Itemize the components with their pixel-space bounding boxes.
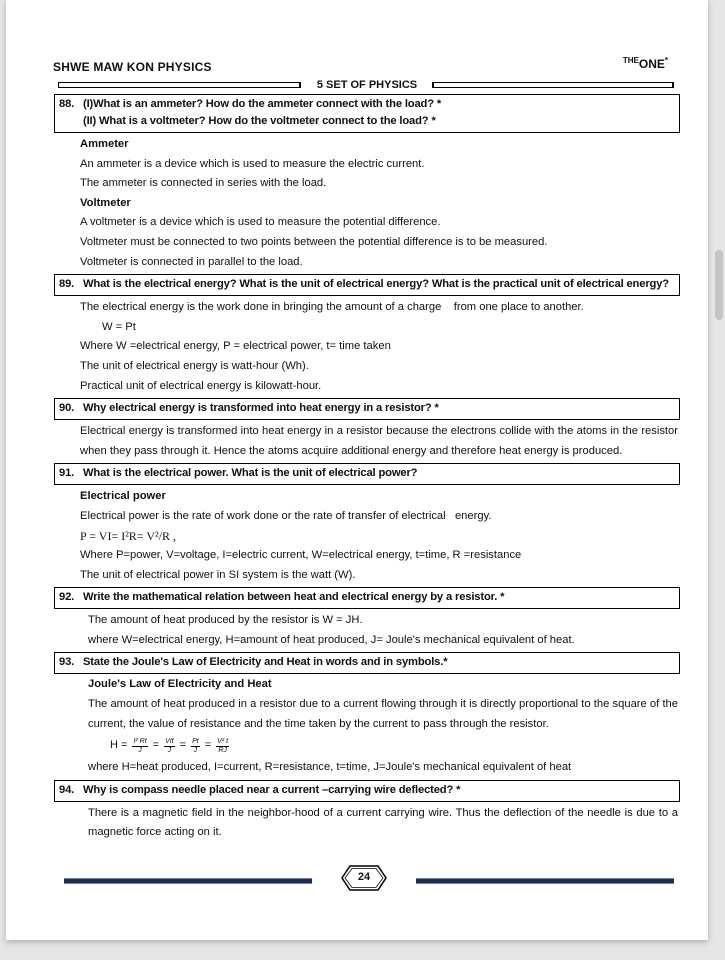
answer-line: A voltmeter is a device which is used to measure the potential difference. — [80, 216, 441, 229]
answer-paragraph: The amount of heat produced in a resistor due to a current flowing through it is directly proportional to the square of the current, the value of resistance and the time taken by the current to pass through the resistor. — [88, 698, 678, 730]
content — [54, 94, 680, 845]
question-number: 92. — [59, 591, 75, 604]
answer-91 — [54, 485, 680, 587]
question-number: 89. — [59, 278, 75, 291]
answer-line: The unit of electrical power in SI system is the watt (W). — [80, 568, 356, 581]
answer-heading: Electrical power — [80, 490, 166, 503]
equals-sign: = — [179, 739, 187, 752]
brand-main: ONE — [638, 57, 665, 71]
question-text: Why is compass needle placed near a current –carrying wire deflected? * — [83, 783, 461, 796]
answer-heading: Ammeter — [80, 138, 129, 150]
equals-sign: = — [204, 739, 212, 752]
question-box-94 — [54, 780, 680, 802]
question-text: Why electrical energy is transformed into heat energy in a resistor? * — [83, 402, 439, 415]
question-text: Write the mathematical relation between heat and electrical energy by a resistor. * — [83, 591, 505, 604]
answer-line: Voltmeter must be connected to two points between the potential difference is to be measured. — [80, 235, 548, 248]
page-number: 24 — [357, 871, 371, 883]
joule-formula — [88, 734, 678, 758]
denominator: J — [138, 746, 142, 754]
question-number: 88. — [59, 98, 75, 110]
denominator: J — [167, 746, 172, 754]
answer-line: Voltmeter is connected in parallel to the load. — [80, 255, 303, 268]
fraction — [132, 738, 147, 755]
answer-heading: Voltmeter — [80, 196, 131, 209]
question-number: 93. — [59, 656, 75, 669]
answer-line: The electrical energy is the work done in bringing the amount of a charge from one place to another. — [80, 301, 584, 314]
question-text: (I)What is an ammeter? How do the ammeter connect with the load? * — [83, 98, 442, 110]
numerator: Pt — [192, 737, 199, 745]
formula-line: P = VI= I²R= V²/R , — [80, 528, 176, 543]
answer-93 — [54, 674, 680, 779]
question-box-93 — [54, 652, 680, 674]
answer-88 — [54, 133, 680, 274]
denominator: RJ — [218, 746, 227, 754]
answer-92 — [54, 609, 680, 652]
set-divider-left — [58, 82, 301, 88]
answer-89 — [54, 296, 680, 398]
question-number: 94. — [59, 783, 75, 796]
answer-line: where H=heat produced, I=current, R=resistance, t=time, J=Joule's mechanical equivalent of heat — [88, 761, 572, 774]
header-title: SHWE MAW KON PHYSICS — [53, 60, 212, 74]
formula-lhs: H = — [110, 739, 128, 752]
numerator: I² Rt — [133, 737, 147, 745]
question-number: 91. — [59, 467, 75, 480]
question-text: (II) What is a voltmeter? How do the voltmeter connect to the load? * — [83, 115, 436, 127]
answer-line: The amount of heat produced by the resistor is W = JH. — [88, 614, 363, 627]
answer-paragraph: There is a magnetic field in the neighbor-hood of a current carrying wire. Thus the deflection of the needle is due to a magnetic force acting on it. — [88, 806, 678, 839]
fraction — [216, 738, 229, 755]
answer-94 — [54, 802, 680, 845]
brand-star: * — [664, 56, 668, 65]
question-number: 90. — [59, 402, 75, 415]
denominator: J — [193, 746, 198, 754]
footer-bar-right — [416, 878, 674, 884]
equals-sign: = — [152, 739, 160, 752]
document-page — [6, 0, 708, 940]
answer-line: The ammeter is connected in series with the load. — [80, 177, 327, 190]
numerator: V² t — [217, 737, 229, 745]
question-box-88 — [54, 94, 680, 133]
answer-line: Where W =electrical energy, P = electrical power, t= time taken — [80, 340, 391, 353]
question-box-90 — [54, 398, 680, 420]
answer-line: Practical unit of electrical energy is kilowatt-hour. — [80, 379, 322, 392]
question-box-89 — [54, 274, 680, 296]
formula-line: W = Pt — [102, 320, 136, 333]
brand-sup: THE — [622, 56, 639, 65]
fraction — [164, 738, 175, 755]
numerator: VIt — [165, 737, 174, 745]
scrollbar-thumb[interactable] — [715, 250, 723, 320]
set-title: 5 SET OF PHYSICS — [316, 79, 418, 91]
set-divider-right — [432, 82, 674, 88]
answer-line: where W=electrical energy, H=amount of heat produced, J= Joule's mechanical equivalent of heat. — [88, 633, 575, 646]
page-number-badge — [340, 864, 388, 892]
answer-line: The unit of electrical energy is watt-hour (Wh). — [80, 359, 309, 372]
answer-line: An ammeter is a device which is used to measure the electric current. — [80, 157, 425, 170]
fraction — [191, 738, 200, 755]
question-text: What is the electrical energy? What is the unit of electrical energy? What is the practical unit of electrical energy? — [83, 278, 669, 291]
answer-line: Where P=power, V=voltage, I=electric current, W=electrical energy, t=time, R =resistance — [80, 549, 522, 562]
answer-heading: Joule's Law of Electricity and Heat — [88, 678, 272, 691]
question-text: What is the electrical power. What is the unit of electrical power? — [83, 467, 418, 480]
question-box-91 — [54, 463, 680, 485]
answer-paragraph: Electrical energy is transformed into heat energy in a resistor because the electrons collide with the atoms in the resistor when they pass through it. Hence the atoms acquire additional energy and therefore heat energy is produced. — [80, 425, 678, 457]
answer-line: Electrical power is the rate of work done or the rate of transfer of electrical energy. — [80, 509, 492, 522]
footer-bar-left — [64, 878, 312, 884]
question-text: State the Joule's Law of Electricity and Heat in words and in symbols.* — [83, 656, 448, 669]
question-box-92 — [54, 587, 680, 609]
answer-90 — [54, 420, 680, 463]
brand-logo — [623, 56, 668, 71]
